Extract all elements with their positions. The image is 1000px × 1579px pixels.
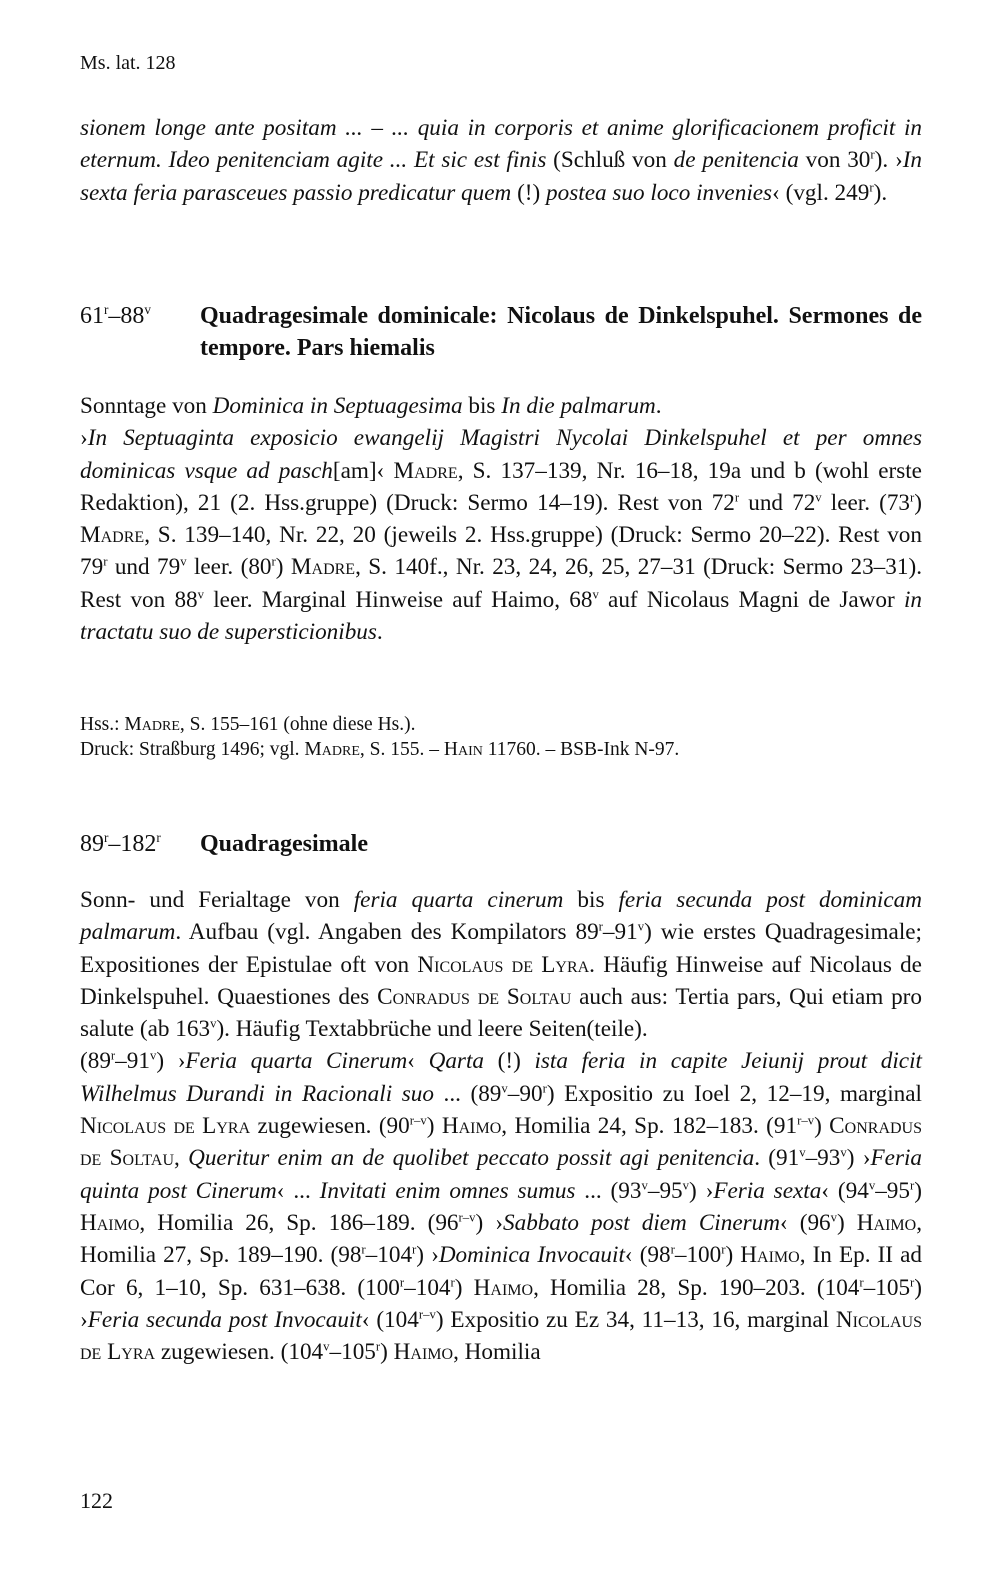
entry-1-title: Quadragesimale dominicale: Nicolaus de Dinkelspuhel. Sermones de tempore. Pars hiemalis xyxy=(200,303,922,361)
entry-2-title: Quadragesimale xyxy=(200,831,368,857)
entry-1-notes xyxy=(80,712,922,762)
entry-2-description: Sonn- und Ferialtage von feria quarta cinerum bis feria secunda post dominicam palmarum. Aufbau (vgl. Angaben des Kompilators 89$^r$–91$^v$) wie erstes Quadragesimale; Expositiones der Epistulae oft von Nicolaus de Lyra. Häufig Hinweise auf Nicolaus de Dinkelspuhel. Quaestiones des Conradus de Soltau auch aus: Tertia pars, Qui etiam pro salute (ab 163$^v$). Häufig Textabbrüche und leere Seiten(teile). (89$^r$–91$^v$) ›Feria quarta Cinerum‹ Qarta (!) ista feria in capite Jeiunij prout dicit Wilhelmus Durandi in Racionali suo ... (89$^v$–90$^r$) Expositio zu Ioel 2, 12–19, marginal Nicolaus de Lyra zugewiesen. (90$^{r-v}$) Haimo, Homilia 24, Sp. 182–183. (91$^{r-v}$) Conradus de Soltau, Queritur enim an de quolibet peccato possit agi penitencia. (91$^v$–93$^v$) ›Feria quinta post Cinerum‹ ... Invitati enim omnes sumus ... (93$^v$–95$^v$) ›Feria sexta‹ (94$^v$–95$^r$) Haimo, Homilia 26, Sp. 186–189. (96$^{r-v}$) ›Sabbato post diem Cinerum‹ (96$^v$) Haimo, Homilia 27, Sp. 189–190. (98$^r$–104$^r$) ›Dominica Invocauit‹ (98$^r$–100$^r$) Haimo, In Ep. II ad Cor 6, 1–10, Sp. 631–638. (100$^r$–104$^r$) Haimo, Homilia 28, Sp. 190–203. (104$^r$–105$^r$) ›Feria secunda post Invocauit‹ (104$^{r-v}$) Expositio zu Ez 34, 11–13, 16, marginal Nicolaus de Lyra zugewiesen. (104$^v$–105$^r$) Haimo, Homilia xyxy=(80,887,923,1366)
entry-1-body xyxy=(80,390,922,648)
document-page xyxy=(80,0,922,1579)
page-number: 122 xyxy=(80,1488,113,1513)
entry-2 xyxy=(80,828,922,860)
intro-continuation xyxy=(80,112,922,209)
entry-1-references: Hss.: Madre, S. 155–161 (ohne diese Hs.). Druck: Straßburg 1496; vgl. Madre, S. 155. – Hain 11760. – BSB-Ink N-97. xyxy=(80,714,680,760)
entry-1-folio: 61$^r$–88$^v$ xyxy=(80,302,151,329)
entry-1-heading xyxy=(80,300,922,364)
running-head: Ms. lat. 128 xyxy=(80,52,176,74)
entry-2-body xyxy=(80,884,922,1368)
entry-1-description: Sonntage von Dominica in Septuagesima bis In die palmarum. ›In Septuaginta exposicio ewangelij Magistri Nycolai Dinkelspuhel et per omnes dominicas vsque ad pasch[am]‹ Madre, S. 137–139, Nr. 16–18, 19a und b (wohl erste Redaktion), 21 (2. Hss.gruppe) (Druck: Sermo 14–19). Rest von 72$^r$ und 72$^v$ leer. (73$^r$) Madre, S. 139–140, Nr. 22, 20 (jeweils 2. Hss.gruppe) (Druck: Sermo 20–22). Rest von 79$^r$ und 79$^v$ leer. (80$^r$) Madre, S. 140f., Nr. 23, 24, 26, 25, 27–31 (Druck: Sermo 23–31). Rest von 88$^v$ leer. Marginal Hinweise auf Haimo, 68$^v$ auf Nicolaus Magni de Jawor in tractatu suo de supersticionibus. xyxy=(80,393,922,646)
entry-2-folio: 89$^r$–182$^r$ xyxy=(80,830,161,857)
intro-paragraph: sionem longe ante positam ... – ... quia in corporis et anime glorificacionem proficit in eternum. Ideo penitenciam agite ... Et sic est finis (Schluß von de penitencia von 30$^r$). ›In sexta feria parasceues passio predicatur quem (!) postea suo loco invenies‹ (vgl. 249$^r$). xyxy=(80,115,923,206)
entry-2-heading xyxy=(80,828,922,860)
entry-1 xyxy=(80,300,922,364)
